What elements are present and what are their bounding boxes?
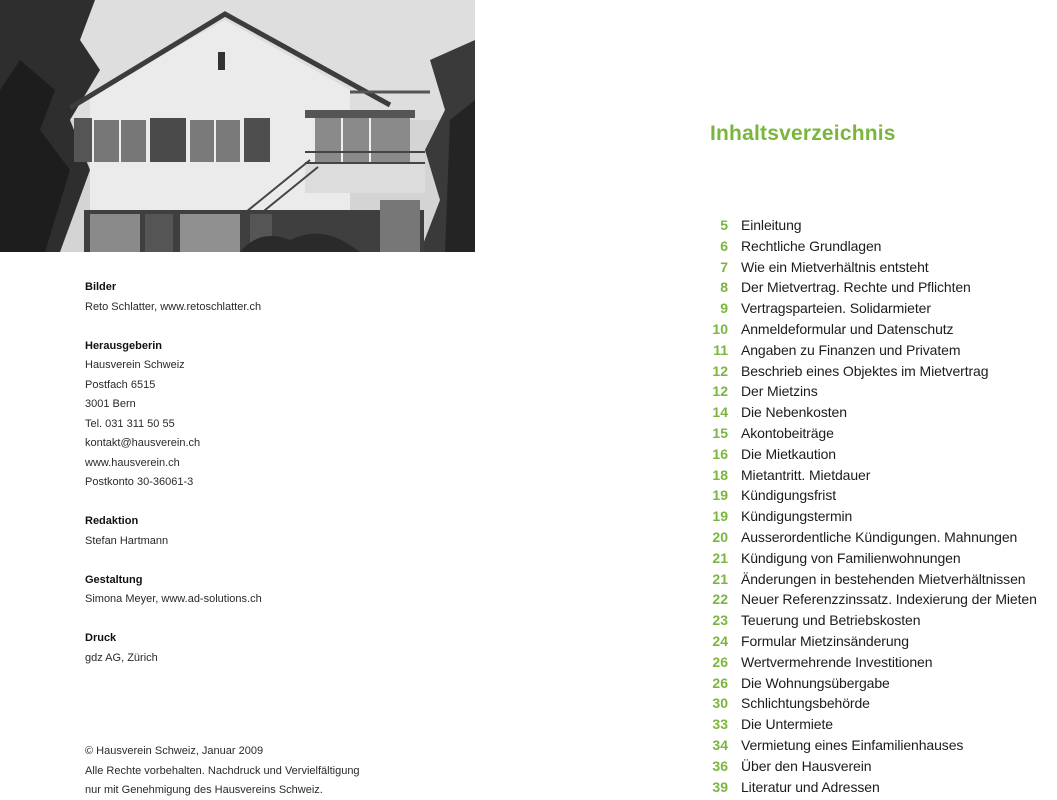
toc-entry[interactable] <box>700 693 1050 714</box>
toc-entry[interactable] <box>700 465 1050 486</box>
toc-entry[interactable] <box>700 548 1050 569</box>
toc-entry-label: Angaben zu Finanzen und Privatem <box>741 341 961 358</box>
imprint-line: Tel. 031 311 50 55 <box>85 417 175 430</box>
toc-entry-label: Anmeldeformular und Datenschutz <box>741 320 954 337</box>
toc-entry[interactable] <box>700 402 1050 423</box>
imprint-heading-gestaltung: Gestaltung <box>85 573 143 586</box>
toc-page-number: 19 <box>712 487 728 504</box>
toc-page-number: 24 <box>712 632 728 649</box>
toc-entry-label: Kündigungstermin <box>741 508 853 525</box>
toc-entry-label: Beschrieb eines Objektes im Mietvertrag <box>741 362 989 379</box>
imprint-line: gdz AG, Zürich <box>85 651 158 664</box>
toc-page-number: 10 <box>712 320 728 337</box>
toc-entry-label: Die Nebenkosten <box>741 404 847 421</box>
toc-entry-label: Vermietung eines Einfamilienhauses <box>741 736 964 753</box>
toc-entry[interactable] <box>700 298 1050 319</box>
toc-page-number: 14 <box>712 404 728 421</box>
toc-entry[interactable] <box>700 277 1050 298</box>
toc-page-number: 21 <box>712 549 728 566</box>
toc-page-number: 21 <box>712 570 728 587</box>
toc-list <box>700 215 1050 797</box>
toc-entry-label: Wertvermehrende Investitionen <box>741 653 933 670</box>
toc-entry-label: Kündigung von Familienwohnungen <box>741 549 961 566</box>
imprint-line: Simona Meyer, www.ad-solutions.ch <box>85 593 262 605</box>
toc-entry-label: Neuer Referenzzinssatz. Indexierung der Mieten <box>741 591 1037 608</box>
toc-page-number: 11 <box>713 341 728 358</box>
copyright-line: Alle Rechte vorbehalten. Nachdruck und Vervielfältigung <box>85 764 360 777</box>
copyright-line: nur mit Genehmigung des Hausvereins Schweiz. <box>85 784 323 796</box>
toc-page-number: 19 <box>712 508 728 525</box>
toc-entry[interactable] <box>700 610 1050 631</box>
imprint-line: Postfach 6515 <box>85 378 156 391</box>
toc-entry[interactable] <box>700 569 1050 590</box>
toc-page-number: 23 <box>712 612 728 629</box>
imprint-heading-bilder: Bilder <box>85 281 117 293</box>
toc-entry-label: Teuerung und Betriebskosten <box>741 612 921 629</box>
toc-entry-label: Kündigungsfrist <box>741 487 837 504</box>
toc-entry[interactable] <box>700 735 1050 756</box>
copyright-line: © Hausverein Schweiz, Januar 2009 <box>85 745 264 757</box>
toc-entry[interactable] <box>700 589 1050 610</box>
imprint-druck <box>85 629 465 668</box>
toc-page-number: 26 <box>712 653 728 670</box>
toc-page-number: 34 <box>712 736 728 753</box>
toc-entry[interactable] <box>700 257 1050 278</box>
toc-entry-label: Die Untermiete <box>741 716 833 733</box>
imprint-website[interactable]: www.hausverein.ch <box>85 456 180 469</box>
toc-entry-label: Änderungen in bestehenden Mietverhältnissen <box>741 570 1026 587</box>
toc-entry[interactable] <box>700 652 1050 673</box>
toc-entry-label: Die Mietkaution <box>741 445 836 462</box>
toc-title: Inhaltsverzeichnis <box>710 122 896 145</box>
imprint-line: 3001 Bern <box>85 398 136 410</box>
toc-page-number: 36 <box>712 757 728 774</box>
toc-entry[interactable] <box>700 340 1050 361</box>
toc-page-number: 7 <box>720 258 728 275</box>
toc-entry[interactable] <box>700 714 1050 735</box>
toc-entry-label: Formular Mietzinsänderung <box>741 632 909 649</box>
toc-entry-label: Der Mietvertrag. Rechte und Pflichten <box>741 279 971 296</box>
house-photo <box>0 0 475 252</box>
toc-entry-label: Die Wohnungsübergabe <box>741 674 890 691</box>
toc-page-number: 15 <box>712 424 728 441</box>
imprint-heading-redaktion: Redaktion <box>85 515 139 527</box>
toc-entry-label: Wie ein Mietverhältnis entsteht <box>741 258 929 275</box>
toc-entry[interactable] <box>700 444 1050 465</box>
toc-entry[interactable] <box>700 673 1050 694</box>
toc-page-number: 33 <box>712 716 728 733</box>
toc-entry-label: Literatur und Adressen <box>741 778 880 795</box>
toc-page-number: 30 <box>712 695 728 712</box>
toc-page-number: 18 <box>712 466 728 483</box>
toc-page-number: 9 <box>720 300 728 317</box>
toc-page-number: 12 <box>712 362 728 379</box>
imprint-heading-druck: Druck <box>85 632 117 644</box>
toc-page-number: 39 <box>712 778 728 795</box>
toc-page-number: 26 <box>712 674 728 691</box>
toc-entry[interactable] <box>700 777 1050 798</box>
toc-entry[interactable] <box>700 423 1050 444</box>
imprint-bilder <box>85 278 465 317</box>
toc-entry-label: Einleitung <box>741 217 802 233</box>
toc-entry[interactable] <box>700 506 1050 527</box>
toc-page-number: 20 <box>712 528 728 545</box>
imprint-redaktion <box>85 512 465 551</box>
toc-page-number: 6 <box>720 237 728 254</box>
imprint-gestaltung <box>85 571 465 610</box>
toc-page-number: 5 <box>720 217 728 233</box>
toc-entry[interactable] <box>700 361 1050 382</box>
imprint-line: Stefan Hartmann <box>85 534 169 547</box>
toc-entry[interactable] <box>700 756 1050 777</box>
imprint-line: Postkonto 30-36061-3 <box>85 476 194 488</box>
imprint <box>85 278 465 688</box>
toc-page-number: 16 <box>712 445 728 462</box>
toc-entry-label: Schlichtungsbehörde <box>741 695 870 712</box>
toc-entry-label: Mietantritt. Mietdauer <box>741 466 871 483</box>
toc-entry[interactable] <box>700 381 1050 402</box>
toc-entry-label: Akontobeiträge <box>741 424 834 441</box>
toc-entry[interactable] <box>700 527 1050 548</box>
toc-entry[interactable] <box>700 319 1050 340</box>
toc-entry[interactable] <box>700 236 1050 257</box>
toc-entry-label: Über den Hausverein <box>741 757 872 774</box>
toc-page-number: 22 <box>712 591 728 608</box>
toc-page-number: 12 <box>712 383 728 400</box>
toc-entry-label: Der Mietzins <box>741 383 818 400</box>
toc-entry[interactable] <box>700 631 1050 652</box>
toc-entry-label: Vertragsparteien. Solidarmieter <box>741 300 931 317</box>
toc-entry[interactable] <box>700 485 1050 506</box>
imprint-email[interactable]: kontakt@hausverein.ch <box>85 437 201 449</box>
toc-entry-label: Rechtliche Grundlagen <box>741 237 882 254</box>
imprint-line: Hausverein Schweiz <box>85 359 185 371</box>
imprint-heading-herausgeberin: Herausgeberin <box>85 339 163 352</box>
toc-page-number: 8 <box>720 279 728 296</box>
toc-entry-label: Ausserordentliche Kündigungen. Mahnungen <box>741 528 1018 545</box>
copyright-notice <box>85 742 465 800</box>
imprint-herausgeberin <box>85 337 465 493</box>
imprint-line: Reto Schlatter, www.retoschlatter.ch <box>85 300 262 313</box>
toc-entry[interactable] <box>700 215 1050 236</box>
